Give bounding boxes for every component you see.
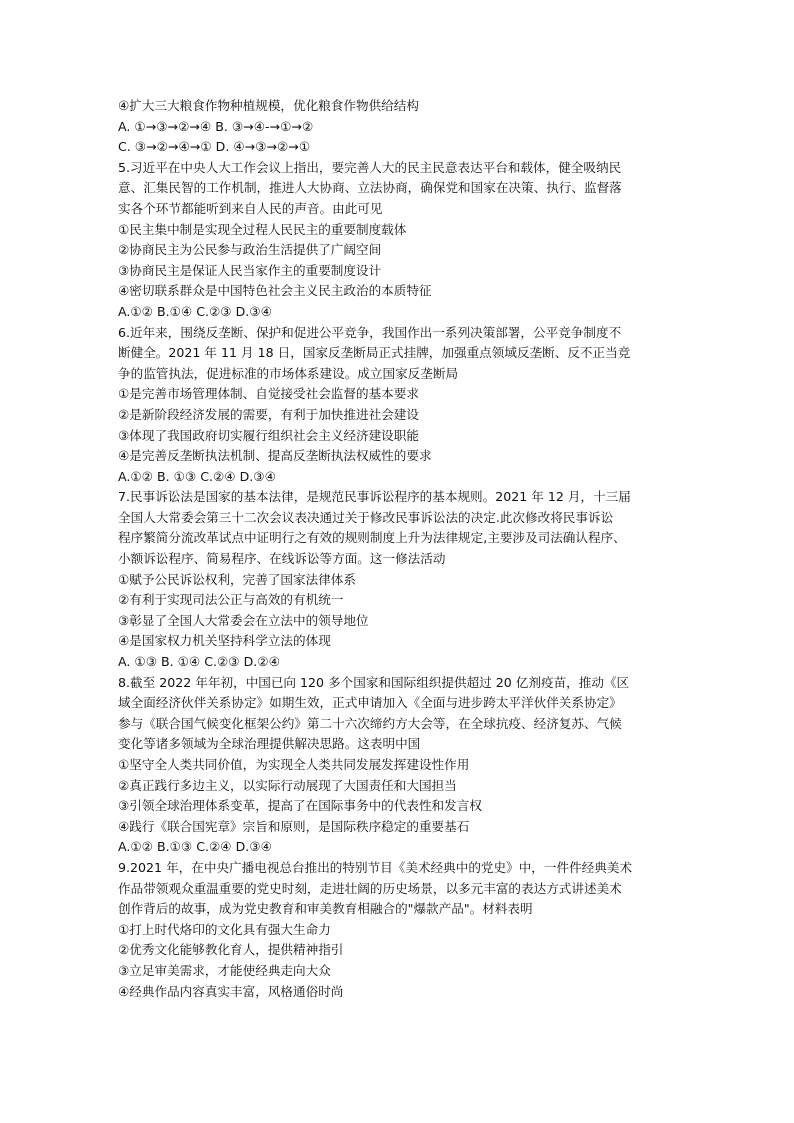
text-line: A.①② B.①③ C.②④ D.③④ xyxy=(118,839,272,855)
text-line: ④是国家权力机关坚持科学立法的体现 xyxy=(118,633,331,649)
text-line: 小额诉讼程序、简易程序、在线诉讼等方面。这一修法活动 xyxy=(118,551,446,567)
text-line: 参与《联合国气候变化框架公约》第二十六次缔约方大会等，在全球抗疫、经济复苏、气候 xyxy=(118,715,622,731)
text-line: ③体现了我国政府切实履行组织社会主义经济建设职能 xyxy=(118,427,419,443)
text-line: ①是完善市场管理体制、自觉接受社会监督的基本要求 xyxy=(118,386,419,402)
text-line: ②协商民主为公民参与政治生活提供了广阔空间 xyxy=(118,242,382,258)
text-line: A.①② B.①④ C.②③ D.③④ xyxy=(118,303,272,319)
text-line: ④密切联系群众是中国特色社会主义民主政治的本质特征 xyxy=(118,283,432,299)
text-line: A. ①③ B. ①④ C.②③ D.②④ xyxy=(118,654,280,670)
text-line: 域全面经济伙伴关系协定》如期生效，正式申请加入《全面与进步跨太平洋伙伴关系协定》 xyxy=(118,695,622,711)
text-line: 6.近年来，围绕反垄断、保护和促进公平竞争，我国作出一系列决策部署，公平竞争制度不 xyxy=(118,324,622,340)
text-line: 8.截至 2022 年年初，中国已向 120 多个国家和国际组织提供超过 20 亿剂疫苗，推动《区 xyxy=(118,674,630,690)
text-line: ③彰显了全国人大常委会在立法中的领导地位 xyxy=(118,612,369,628)
text-line: A. ①→③→②→④ B. ③→④-→①→② xyxy=(118,118,314,134)
text-line: ④是完善反垄断执法机制、提高反垄断执法权威性的要求 xyxy=(118,448,432,464)
text-line: 变化等诸多领域为全球治理提供解决思路。这表明中国 xyxy=(118,736,421,752)
exam-page xyxy=(118,96,678,1002)
text-line: ③引领全球治理体系变革，提高了在国际事务中的代表性和发言权 xyxy=(118,798,482,814)
text-line: ①民主集中制是实现全过程人民民主的重要制度载体 xyxy=(118,221,407,237)
text-line: 创作背后的故事，成为党史教育和审美教育相融合的"爆款产品"。材料表明 xyxy=(118,901,533,917)
text-line: 7.民事诉讼法是国家的基本法律，是规范民事诉讼程序的基本规则。2021 年 12 月，十三届 xyxy=(118,489,631,505)
text-line: 9.2021 年，在中央广播电视总台推出的特别节目《美术经典中的党史》中，一件件经典美术 xyxy=(118,859,633,875)
text-line: 5.习近平在中央人大工作会议上指出，要完善人大的民主民意表达平台和载体，健全吸纳民 xyxy=(118,159,622,175)
text-line: ④扩大三大粮食作物种植规模，优化粮食作物供给结构 xyxy=(118,98,419,113)
text-line: ③立足审美需求，才能使经典走向大众 xyxy=(118,962,331,978)
text-line: 实各个环节都能听到来自人民的声音。由此可见 xyxy=(118,200,383,216)
text-line: ②有利于实现司法公正与高效的有机统一 xyxy=(118,592,344,608)
text-line: 争的监管执法，促进标准的市场体系建设。成立国家反垄断局 xyxy=(118,365,459,381)
text-line: 程序繁简分流改革试点中证明行之有效的规则制度上升为法律规定,主要涉及司法确认程序、 xyxy=(118,530,626,546)
text-line: 断健全。2021 年 11 月 18 日，国家反垄断局正式挂牌，加强重点领域反垄断、反不正当竞 xyxy=(118,345,631,361)
text-line: ②优秀文化能够教化育人，提供精神指引 xyxy=(118,942,344,958)
text-line: C. ③→②→④→① D. ④→③→②→① xyxy=(118,139,311,155)
text-line: 全国人大常委会第三十二次会议表决通过关于修改民事诉讼法的决定.此次修改将民事诉讼 xyxy=(118,509,614,525)
text-line: ②真正践行多边主义，以实际行动展现了大国责任和大国担当 xyxy=(118,777,457,793)
text-line: 作品带领观众重温重要的党史时刻，走进壮阔的历史场景，以多元丰富的表达方式讲述美术 xyxy=(118,880,622,896)
text-line: ①赋予公民诉讼权利，完善了国家法律体系 xyxy=(118,571,356,587)
text-line: 意、汇集民智的工作机制，推进人大协商、立法协商，确保党和国家在决策、执行、监督落 xyxy=(118,180,622,196)
text-line: ④经典作品内容真实丰富，风格通俗时尚 xyxy=(118,983,344,999)
text-line: ①坚守全人类共同价值，为实现全人类共同发展发挥建设性作用 xyxy=(118,757,470,772)
text-line: ③协商民主是保证人民当家作主的重要制度设计 xyxy=(118,262,382,278)
text-line: ①打上时代烙印的文化具有强大生命力 xyxy=(118,921,331,937)
text-line: ②是新阶段经济发展的需要，有利于加快推进社会建设 xyxy=(118,406,419,422)
text-line: ④践行《联合国宪章》宗旨和原则，是国际秩序稳定的重要基石 xyxy=(118,818,470,834)
text-line: A.①② B. ①③ C.②④ D.③④ xyxy=(118,468,276,484)
